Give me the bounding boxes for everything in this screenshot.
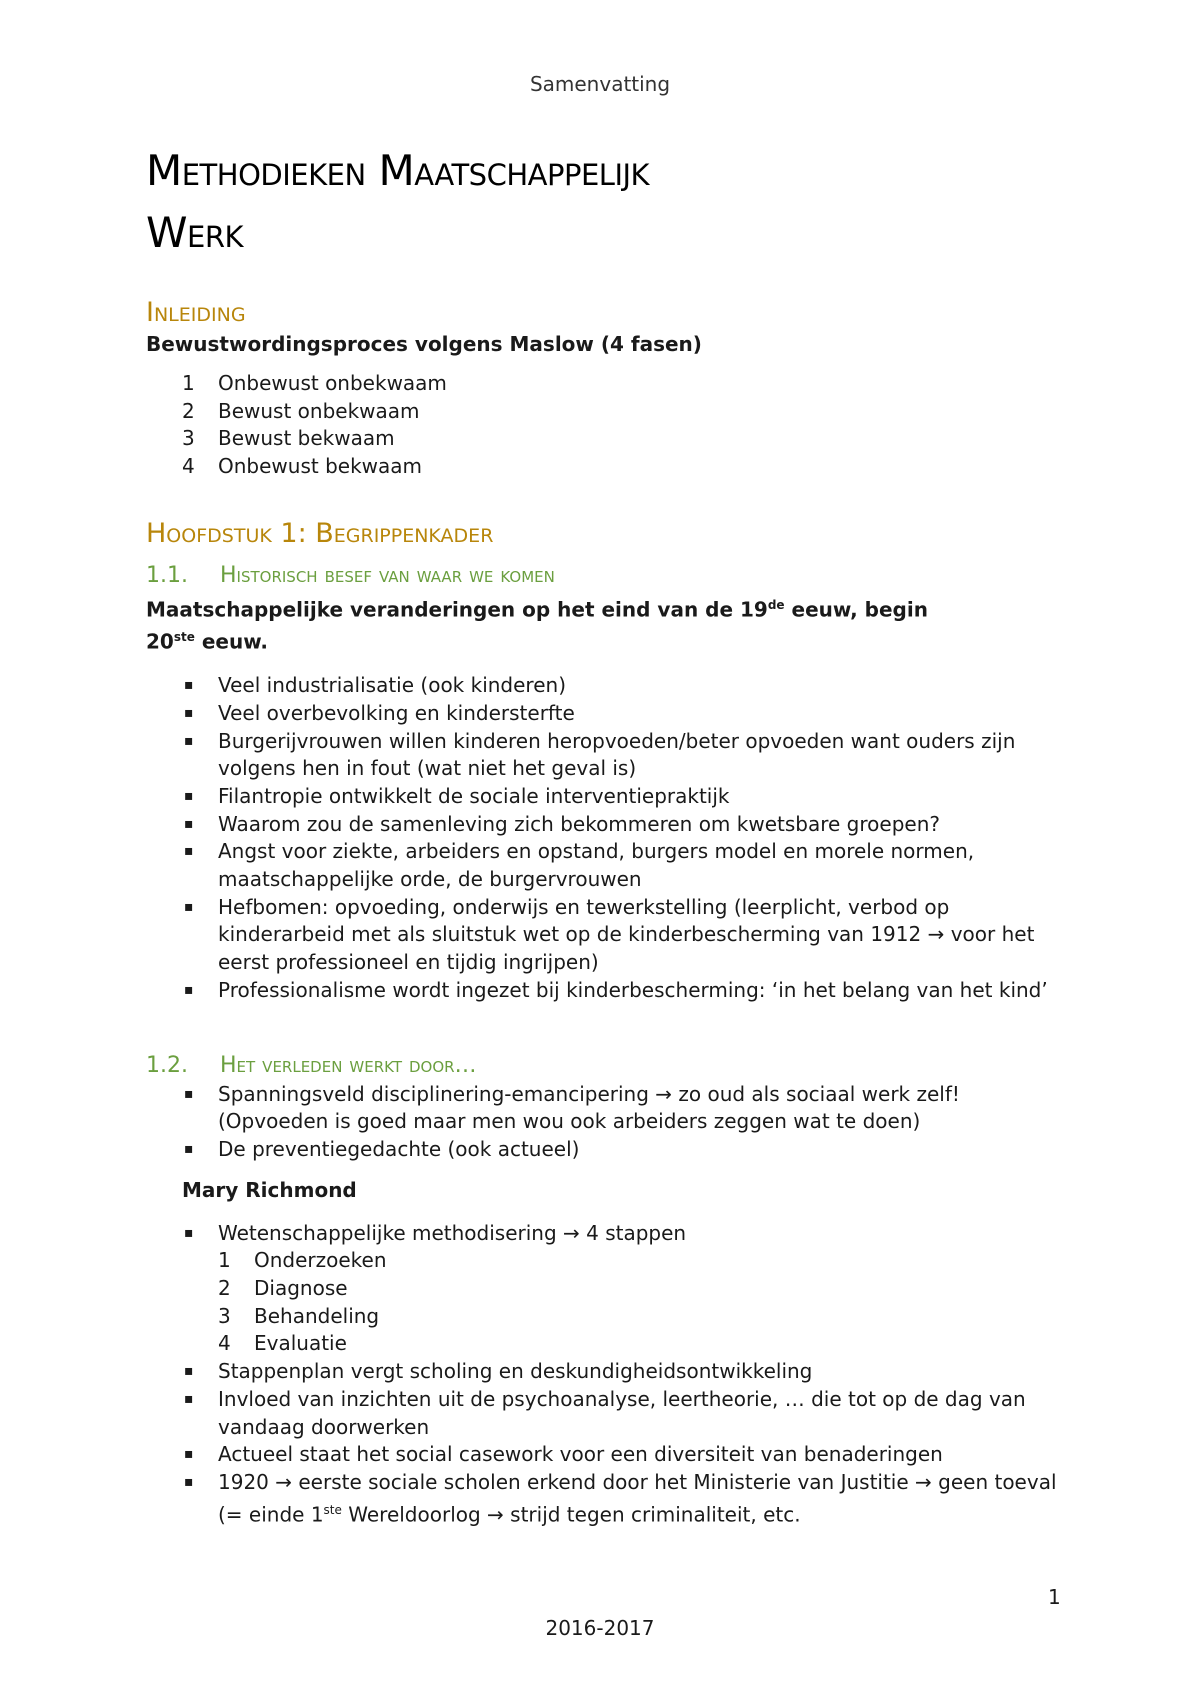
richmond-steps (182, 1247, 1066, 1358)
richmond-last-bullet (146, 1469, 1066, 1529)
list-item-text: Onbewust bekwaam (218, 454, 423, 479)
richmond-more-bullets (146, 1358, 1066, 1469)
list-item-text: Onderzoeken (254, 1248, 387, 1273)
section-number: 1.2. (146, 1052, 188, 1078)
list-number: 1 (182, 371, 195, 395)
section-1-1-bullets (146, 672, 1066, 1004)
maslow-list (146, 370, 1066, 481)
page-footer: 2016-2017 (545, 1616, 655, 1640)
list-item (146, 398, 1066, 426)
small-square-bullet-icon: ▪ (184, 732, 194, 749)
list-item (146, 811, 1066, 839)
list-number: 2 (218, 1276, 231, 1301)
small-square-bullet-icon: ▪ (184, 898, 194, 915)
list-item (146, 894, 1066, 977)
list-item (146, 425, 1066, 453)
list-item-text: Waarom zou de samenleving zich bekommeren om kwetsbare groepen? (218, 811, 940, 836)
list-item-text: Diagnose (254, 1276, 348, 1301)
subheading-text: eeuw, begin (784, 597, 928, 622)
list-item-text: Stappenplan vergt scholing en deskundigheidsontwikkeling (218, 1359, 813, 1384)
list-number: 2 (182, 398, 195, 423)
list-item (146, 1386, 1066, 1441)
list-number: 4 (182, 454, 195, 479)
list-item-text: Spanningsveld disciplinering-emancipering → zo oud als sociaal werk zelf! (Opvoeden is goed maar men wou ook arbeiders zeggen wat te doen) (218, 1081, 960, 1134)
list-item-text: Burgerijvrouwen willen kinderen heropvoeden/beter opvoeden want ouders zijn volgens hen in fout (wat niet het geval is) (218, 728, 1016, 781)
small-square-bullet-icon: ▪ (184, 1446, 194, 1463)
small-square-bullet-icon: ▪ (184, 704, 194, 721)
list-item-text: Hefbomen: opvoeding, onderwijs en tewerkstelling (leerplicht, verbod op kinderarbeid met als sluitstuk wet op de kinderbescherming van 1912 → voor het eerst professioneel en tijdig ingrijpen) (218, 894, 1035, 975)
list-item (146, 1081, 1066, 1136)
list-item-text: Veel industrialisatie (ook kinderen) (218, 673, 566, 698)
subheading-text: Maatschappelijke veranderingen op het eind van de 19 (146, 597, 768, 622)
list-item-text: Actueel staat het social casework voor een diversiteit van benaderingen (218, 1442, 943, 1467)
list-item-text: Angst voor ziekte, arbeiders en opstand, burgers model en morele normen, maatschappelijke orde, de burgervrouwen (218, 839, 975, 892)
small-square-bullet-icon: ▪ (184, 815, 194, 832)
small-square-bullet-icon: ▪ (184, 1390, 194, 1407)
small-square-bullet-icon: ▪ (184, 787, 194, 804)
small-square-bullet-icon: ▪ (184, 1140, 194, 1157)
list-item-text: Bewust bekwaam (218, 426, 395, 451)
section-title: Het verleden werkt door… (220, 1052, 477, 1078)
list-item (146, 1358, 1066, 1386)
list-item (146, 1469, 1066, 1529)
section-1-1-subheading (146, 591, 1066, 656)
small-square-bullet-icon: ▪ (184, 981, 194, 998)
page-number: 1 (1048, 1585, 1061, 1609)
richmond-heading: Mary Richmond (182, 1177, 357, 1202)
list-item-text: Professionalisme wordt ingezet bij kinderbescherming: ‘in het belang van het kind’ (218, 977, 1048, 1002)
list-item-text: Wetenschappelijke methodisering → 4 stappen (218, 1220, 687, 1245)
small-square-bullet-icon: ▪ (184, 1085, 194, 1102)
subheading-text: eeuw. (194, 630, 268, 655)
heading-section-1-1 (146, 561, 1066, 591)
superscript: de (767, 597, 785, 612)
list-item-text: 1920 → eerste sociale scholen erkend door het Ministerie van Justitie → geen toeval (= einde 1 (218, 1470, 1057, 1527)
richmond-bullets (146, 1220, 1066, 1359)
list-item-text: Invloed van inzichten uit de psychoanalyse, leertheorie, … die tot op de dag van vandaag doorwerken (218, 1386, 1026, 1439)
list-item (182, 1275, 1066, 1303)
heading-section-1-2 (146, 1051, 1066, 1081)
title-line-1: Methodieken Maatschappelijk (146, 146, 650, 195)
list-item-text: Veel overbevolking en kindersterfte (218, 700, 575, 725)
list-item-text: Behandeling (254, 1303, 380, 1328)
section-1-2-bullets (146, 1081, 1066, 1164)
list-item (146, 838, 1066, 893)
list-number: 3 (218, 1303, 231, 1328)
list-item (182, 1303, 1066, 1331)
list-item-text: De preventiegedachte (ook actueel) (218, 1136, 580, 1161)
superscript: ste (323, 1502, 342, 1517)
heading-chapter-1: Hoofdstuk 1: Begrippenkader (146, 517, 494, 549)
list-number: 4 (218, 1331, 231, 1356)
list-item-text: Bewust onbekwaam (218, 398, 420, 423)
maslow-subheading: Bewustwordingsproces volgens Maslow (4 fasen) (146, 332, 702, 356)
list-item (146, 1136, 1066, 1164)
section-title: Historisch besef van waar we komen (220, 562, 555, 588)
small-square-bullet-icon: ▪ (184, 677, 194, 694)
page-header: Samenvatting (529, 72, 671, 96)
list-item (182, 1330, 1066, 1358)
list-item-text: Evaluatie (254, 1331, 347, 1356)
list-number: 1 (218, 1248, 231, 1273)
small-square-bullet-icon: ▪ (184, 1363, 194, 1380)
small-square-bullet-icon: ▪ (184, 1474, 194, 1490)
superscript: ste (173, 630, 195, 645)
list-item (146, 1220, 1066, 1359)
list-item-text: Wereldoorlog → strijd tegen criminaliteit, etc. (341, 1502, 801, 1527)
list-item (146, 700, 1066, 728)
list-number: 3 (182, 426, 195, 451)
list-item (182, 1247, 1066, 1275)
small-square-bullet-icon: ▪ (184, 843, 194, 860)
list-item (146, 672, 1066, 700)
list-item (146, 370, 1066, 398)
title-line-2: Werk (146, 208, 244, 257)
small-square-bullet-icon: ▪ (184, 1224, 194, 1241)
section-number: 1.1. (146, 562, 188, 588)
list-item (146, 1441, 1066, 1469)
subheading-text: 20 (146, 630, 174, 655)
list-item (146, 783, 1066, 811)
list-item (146, 977, 1066, 1005)
list-item (146, 453, 1066, 481)
list-item-text: Filantropie ontwikkelt de sociale interventiepraktijk (218, 783, 730, 808)
heading-inleiding: Inleiding (146, 297, 246, 328)
document-title (146, 140, 1066, 264)
list-item (146, 728, 1066, 783)
list-item-text: Onbewust onbekwaam (218, 371, 447, 395)
document-body (146, 140, 1066, 1529)
